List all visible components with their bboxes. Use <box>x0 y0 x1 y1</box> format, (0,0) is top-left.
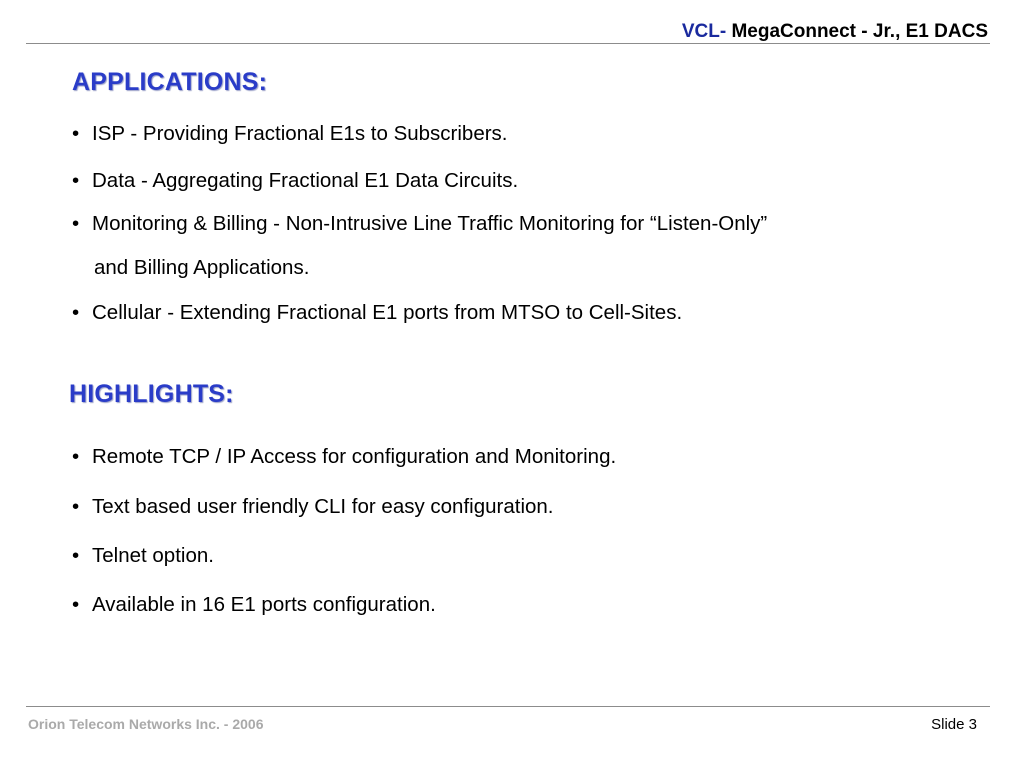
list-item-text: Available in 16 E1 ports configuration. <box>92 593 436 616</box>
footer-divider <box>26 706 990 707</box>
highlights-heading: HIGHLIGHTS: <box>69 380 234 408</box>
bullet-icon: • <box>72 301 80 324</box>
footer-company: Orion Telecom Networks Inc. - 2006 <box>28 716 264 732</box>
slide-header-title <box>682 21 988 43</box>
brand-prefix: VCL- <box>681 21 727 42</box>
list-item <box>72 534 214 578</box>
list-item <box>72 485 554 529</box>
list-item-continuation: and Billing Applications. <box>94 256 310 279</box>
list-item <box>72 291 682 335</box>
list-item-text: Remote TCP / IP Access for configuration and Monitoring. <box>92 445 617 468</box>
list-item <box>72 112 508 156</box>
bullet-icon: • <box>72 445 80 468</box>
list-item <box>72 159 518 203</box>
list-item <box>72 583 436 627</box>
bullet-icon: • <box>72 122 80 145</box>
list-item-text: ISP - Providing Fractional E1s to Subscribers. <box>92 122 508 145</box>
product-title: MegaConnect - Jr., E1 DACS <box>731 21 988 42</box>
list-item <box>72 202 767 290</box>
list-item-text: Cellular - Extending Fractional E1 ports from MTSO to Cell-Sites. <box>92 301 683 324</box>
list-item-text: Text based user friendly CLI for easy configuration. <box>92 495 554 518</box>
bullet-icon: • <box>72 544 80 567</box>
list-item-text: Data - Aggregating Fractional E1 Data Circuits. <box>92 169 519 192</box>
list-item <box>72 435 616 479</box>
bullet-icon: • <box>72 212 80 235</box>
bullet-icon: • <box>72 495 80 518</box>
bullet-icon: • <box>72 593 80 616</box>
list-item-text: Telnet option. <box>92 544 214 567</box>
header-divider <box>26 43 990 44</box>
applications-heading: APPLICATIONS: <box>72 68 268 96</box>
bullet-icon: • <box>72 169 80 192</box>
list-item-text: Monitoring & Billing - Non-Intrusive Line Traffic Monitoring for “Listen-Only” <box>92 212 768 235</box>
slide-number: Slide 3 <box>931 716 977 733</box>
